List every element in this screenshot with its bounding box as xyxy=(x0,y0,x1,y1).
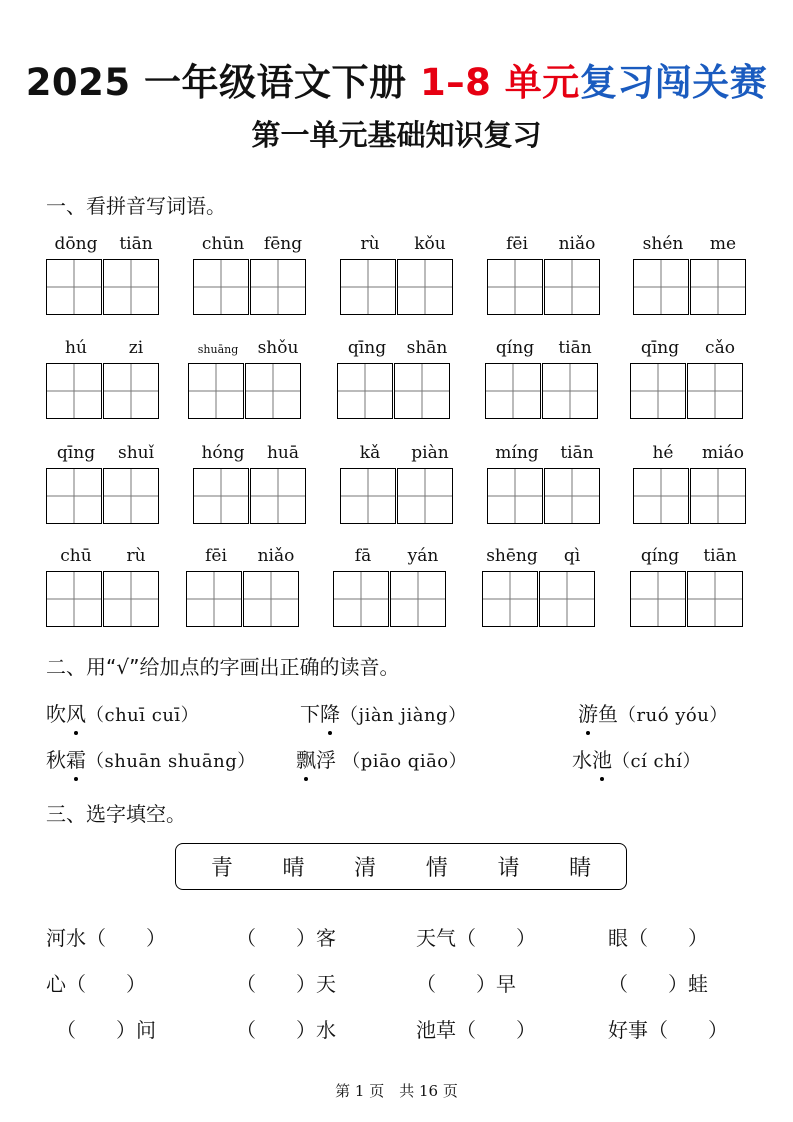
writing-grid xyxy=(337,363,451,419)
pinyin-syllable: rù xyxy=(360,234,380,254)
pinyin-syllable: shuǐ xyxy=(117,443,155,463)
tian-zi-ge-cell[interactable] xyxy=(193,468,249,524)
tian-zi-ge-cell[interactable] xyxy=(633,468,689,524)
fill-blank-item[interactable]: （ ）早 xyxy=(416,972,516,996)
tian-zi-ge-cell[interactable] xyxy=(46,363,102,419)
writing-grid xyxy=(340,468,454,524)
tian-zi-ge-cell[interactable] xyxy=(337,363,393,419)
reading-options[interactable]: （chuī cuī） xyxy=(86,705,200,726)
word-part: 秋 xyxy=(46,748,66,772)
dotted-char: 霜 xyxy=(66,744,86,773)
tian-zi-ge-cell[interactable] xyxy=(542,363,598,419)
word-part: 下 xyxy=(300,702,320,726)
dotted-char: 风 xyxy=(66,698,86,727)
section1-heading: 一、看拼音写词语。 xyxy=(46,194,226,218)
pinyin-syllable: rù xyxy=(126,546,146,566)
fill-blank-item[interactable]: 池草（ ） xyxy=(416,1018,536,1042)
writing-grid xyxy=(46,363,160,419)
tian-zi-ge-cell[interactable] xyxy=(539,571,595,627)
tian-zi-ge-cell[interactable] xyxy=(487,259,543,315)
fill-blank-item[interactable]: 好事（ ） xyxy=(608,1018,728,1042)
writing-grid xyxy=(487,468,601,524)
tian-zi-ge-cell[interactable] xyxy=(186,571,242,627)
pinyin-label xyxy=(188,338,308,360)
pinyin-syllable: chū xyxy=(60,546,92,566)
pinyin-label xyxy=(487,234,607,256)
reading-options[interactable]: （jiàn jiàng） xyxy=(340,705,467,726)
tian-zi-ge-cell[interactable] xyxy=(390,571,446,627)
fill-blank-item[interactable]: 心（ ） xyxy=(46,972,146,996)
reading-item xyxy=(578,698,728,727)
char-choice-box xyxy=(175,843,627,890)
word-part: 浮 xyxy=(316,748,336,772)
choice-char: 青 xyxy=(210,856,233,881)
tian-zi-ge-cell[interactable] xyxy=(394,363,450,419)
tian-zi-ge-cell[interactable] xyxy=(687,363,743,419)
pinyin-label xyxy=(337,338,457,360)
tian-zi-ge-cell[interactable] xyxy=(250,259,306,315)
reading-options[interactable]: （piāo qiāo） xyxy=(336,751,468,772)
tian-zi-ge-cell[interactable] xyxy=(340,468,396,524)
fill-blank-item[interactable]: （ ）蛙 xyxy=(608,972,708,996)
pinyin-label xyxy=(485,338,605,360)
pinyin-syllable: qīng xyxy=(347,338,387,358)
pinyin-syllable: fēi xyxy=(506,234,528,254)
pinyin-label xyxy=(333,546,453,568)
pinyin-syllable: piàn xyxy=(411,443,449,463)
tian-zi-ge-cell[interactable] xyxy=(243,571,299,627)
pinyin-syllable: fēi xyxy=(205,546,227,566)
pinyin-syllable: tiān xyxy=(560,443,594,463)
writing-grid xyxy=(485,363,599,419)
pinyin-syllable: fā xyxy=(354,546,372,566)
pinyin-label xyxy=(633,443,753,465)
tian-zi-ge-cell[interactable] xyxy=(630,571,686,627)
tian-zi-ge-cell[interactable] xyxy=(397,468,453,524)
title-units: 1–8 单元 xyxy=(419,61,580,104)
choice-char: 晴 xyxy=(282,856,305,881)
pinyin-syllable: hóng xyxy=(201,443,245,463)
writing-grid xyxy=(630,571,744,627)
pinyin-syllable: zi xyxy=(128,338,144,358)
pinyin-syllable: cǎo xyxy=(705,338,735,358)
dotted-char: 飘 xyxy=(296,744,316,773)
reading-options[interactable]: （cí chí） xyxy=(612,751,701,772)
tian-zi-ge-cell[interactable] xyxy=(690,259,746,315)
tian-zi-ge-cell[interactable] xyxy=(250,468,306,524)
tian-zi-ge-cell[interactable] xyxy=(482,571,538,627)
pinyin-syllable: tiān xyxy=(558,338,592,358)
pinyin-syllable: shǒu xyxy=(257,338,299,358)
title-year-grade: 2025 一年级语文下册 xyxy=(25,61,420,104)
page-footer: 第 1 页 共 16 页 xyxy=(335,1082,458,1100)
tian-zi-ge-cell[interactable] xyxy=(397,259,453,315)
pinyin-label xyxy=(340,234,460,256)
pinyin-syllable: fēng xyxy=(263,234,303,254)
word-part: 鱼 xyxy=(598,702,618,726)
pinyin-label xyxy=(46,546,166,568)
section2-heading: 二、用“√”给加点的字画出正确的读音。 xyxy=(46,655,400,679)
writing-grid xyxy=(193,468,307,524)
tian-zi-ge-cell[interactable] xyxy=(46,571,102,627)
dotted-char: 降 xyxy=(320,698,340,727)
reading-options[interactable]: （shuān shuāng） xyxy=(86,751,256,772)
pinyin-syllable: qíng xyxy=(640,546,680,566)
tian-zi-ge-cell[interactable] xyxy=(103,571,159,627)
tian-zi-ge-cell[interactable] xyxy=(544,259,600,315)
page-title xyxy=(0,52,793,106)
choice-char: 睛 xyxy=(569,856,592,881)
tian-zi-ge-cell[interactable] xyxy=(333,571,389,627)
tian-zi-ge-cell[interactable] xyxy=(690,468,746,524)
tian-zi-ge-cell[interactable] xyxy=(633,259,689,315)
pinyin-syllable: shén xyxy=(642,234,684,254)
tian-zi-ge-cell[interactable] xyxy=(103,468,159,524)
pinyin-syllable: me xyxy=(709,234,737,254)
pinyin-syllable: qíng xyxy=(495,338,535,358)
writing-grid xyxy=(46,468,160,524)
writing-grid xyxy=(46,571,160,627)
choice-char: 清 xyxy=(354,856,377,881)
tian-zi-ge-cell[interactable] xyxy=(46,259,102,315)
pinyin-syllable: tiān xyxy=(703,546,737,566)
pinyin-syllable: miáo xyxy=(702,443,744,463)
reading-item xyxy=(572,744,701,773)
pinyin-label xyxy=(46,443,166,465)
pinyin-syllable: dōng xyxy=(54,234,98,254)
title-review: 复习闯关赛 xyxy=(579,61,768,104)
writing-grid xyxy=(482,571,596,627)
pinyin-syllable: niǎo xyxy=(257,546,295,566)
writing-grid xyxy=(340,259,454,315)
fill-blank-item[interactable]: （ ）天 xyxy=(236,972,336,996)
fill-blank-item[interactable]: （ ）问 xyxy=(56,1018,156,1042)
fill-blank-item[interactable]: 眼（ ） xyxy=(608,926,708,950)
writing-grid xyxy=(188,363,302,419)
choice-char: 请 xyxy=(497,856,520,881)
writing-grid xyxy=(633,468,747,524)
pinyin-label xyxy=(46,234,166,256)
tian-zi-ge-cell[interactable] xyxy=(687,571,743,627)
tian-zi-ge-cell[interactable] xyxy=(245,363,301,419)
tian-zi-ge-cell[interactable] xyxy=(103,363,159,419)
writing-grid xyxy=(333,571,447,627)
tian-zi-ge-cell[interactable] xyxy=(188,363,244,419)
page-subtitle: 第一单元基础知识复习 xyxy=(251,118,542,152)
tian-zi-ge-cell[interactable] xyxy=(485,363,541,419)
tian-zi-ge-cell[interactable] xyxy=(193,259,249,315)
word-part: 水 xyxy=(572,748,592,772)
reading-item xyxy=(46,698,199,727)
reading-item xyxy=(300,698,467,727)
pinyin-syllable: qì xyxy=(563,546,581,566)
pinyin-syllable: yán xyxy=(407,546,439,566)
pinyin-syllable: chūn xyxy=(201,234,245,254)
pinyin-label xyxy=(193,234,313,256)
pinyin-syllable: míng xyxy=(495,443,539,463)
tian-zi-ge-cell[interactable] xyxy=(103,259,159,315)
pinyin-syllable: huā xyxy=(266,443,300,463)
tian-zi-ge-cell[interactable] xyxy=(340,259,396,315)
pinyin-syllable: shuāng xyxy=(197,343,239,356)
writing-grid xyxy=(186,571,300,627)
writing-grid xyxy=(630,363,744,419)
writing-grid xyxy=(193,259,307,315)
fill-blank-item[interactable]: （ ）水 xyxy=(236,1018,336,1042)
dotted-char: 池 xyxy=(592,744,612,773)
writing-grid xyxy=(633,259,747,315)
fill-blank-item[interactable]: 河水（ ） xyxy=(46,926,166,950)
writing-grid xyxy=(46,259,160,315)
tian-zi-ge-cell[interactable] xyxy=(46,468,102,524)
fill-blank-item[interactable]: 天气（ ） xyxy=(416,926,536,950)
writing-grid xyxy=(487,259,601,315)
pinyin-syllable: tiān xyxy=(119,234,153,254)
fill-blank-item[interactable]: （ ）客 xyxy=(236,926,336,950)
section3-heading: 三、选字填空。 xyxy=(46,802,186,826)
pinyin-syllable: shēng xyxy=(486,546,538,566)
dotted-char: 游 xyxy=(578,698,598,727)
pinyin-label xyxy=(630,338,750,360)
pinyin-label xyxy=(340,443,460,465)
pinyin-syllable: niǎo xyxy=(558,234,596,254)
choice-char: 情 xyxy=(425,856,448,881)
tian-zi-ge-cell[interactable] xyxy=(487,468,543,524)
pinyin-label xyxy=(482,546,602,568)
pinyin-label xyxy=(186,546,306,568)
pinyin-label xyxy=(630,546,750,568)
pinyin-syllable: hú xyxy=(65,338,87,358)
pinyin-syllable: qīng xyxy=(56,443,96,463)
reading-options[interactable]: （ruó yóu） xyxy=(618,705,728,726)
pinyin-label xyxy=(193,443,313,465)
pinyin-syllable: hé xyxy=(652,443,674,463)
pinyin-syllable: kǎ xyxy=(359,443,381,463)
reading-item xyxy=(296,744,467,773)
tian-zi-ge-cell[interactable] xyxy=(544,468,600,524)
pinyin-syllable: kǒu xyxy=(414,234,446,254)
pinyin-label xyxy=(46,338,166,360)
pinyin-label xyxy=(633,234,753,256)
pinyin-syllable: qīng xyxy=(640,338,680,358)
word-part: 吹 xyxy=(46,702,66,726)
tian-zi-ge-cell[interactable] xyxy=(630,363,686,419)
pinyin-label xyxy=(487,443,607,465)
pinyin-syllable: shān xyxy=(406,338,448,358)
reading-item xyxy=(46,744,256,773)
